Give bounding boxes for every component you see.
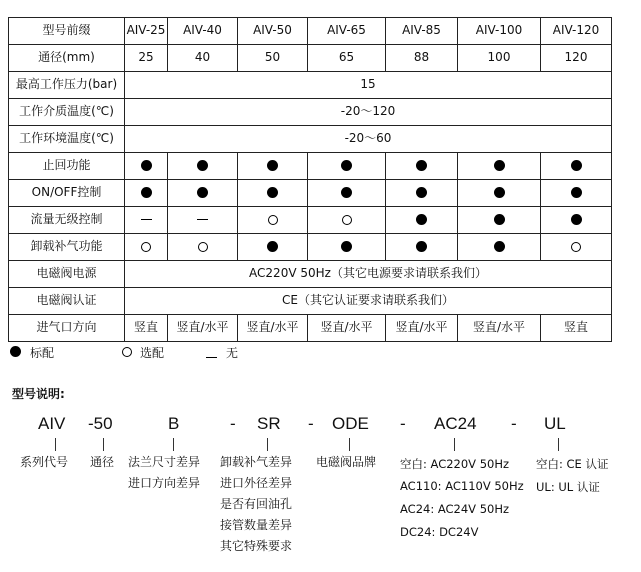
ac-option-key: DC24: (400, 525, 436, 539)
pointer-tick (349, 438, 350, 451)
standard-dot-icon (197, 160, 208, 171)
standard-dot-icon (416, 160, 427, 171)
ac-option-value: DC24V (439, 525, 479, 539)
pointer-tick (558, 438, 559, 451)
code-ode: ODE (332, 414, 369, 433)
symbol-cell (386, 234, 458, 261)
table-cell: 65 (308, 45, 386, 72)
header-cell: AIV-25 (125, 18, 168, 45)
desc-diameter: 通径 (90, 455, 115, 469)
header-cell: AIV-65 (308, 18, 386, 45)
standard-dot-icon (416, 214, 427, 225)
table-cell: 竖直/水平 (458, 315, 541, 342)
symbol-cell (238, 180, 308, 207)
symbol-cell (541, 207, 612, 234)
standard-dot-icon (267, 241, 278, 252)
table-cell: 竖直/水平 (308, 315, 386, 342)
standard-dot-icon (571, 187, 582, 198)
table-cell: 88 (386, 45, 458, 72)
optional-circle-icon (268, 215, 278, 225)
standard-dot-icon (494, 241, 505, 252)
ac-option-value: AC110V 50Hz (445, 479, 524, 493)
symbol-cell (386, 207, 458, 234)
table-row (9, 234, 612, 261)
standard-dot-icon (571, 214, 582, 225)
desc-sr-line: 卸载补气差异 (220, 455, 293, 469)
header-cell: 型号前缀 (9, 18, 125, 45)
symbol-cell (386, 180, 458, 207)
row-label: 电磁阀电源 (9, 261, 125, 288)
ul-option-key: 空白: (536, 457, 563, 471)
table-cell: 15 (125, 72, 612, 99)
table-row (9, 288, 612, 315)
ac-option-value: AC220V 50Hz (430, 457, 510, 471)
symbol-cell (168, 207, 238, 234)
table-cell: AC220V 50Hz（其它电源要求请联系我们） (125, 261, 612, 288)
table-cell: 竖直/水平 (168, 315, 238, 342)
standard-dot-icon (341, 241, 352, 252)
standard-dot-icon (10, 346, 21, 357)
pointer-tick (55, 438, 56, 451)
header-cell: AIV-120 (541, 18, 612, 45)
optional-circle-icon (342, 215, 352, 225)
table-cell: 竖直 (125, 315, 168, 342)
symbol-cell (541, 180, 612, 207)
standard-dot-icon (494, 187, 505, 198)
table-cell: -20～60 (125, 126, 612, 153)
ul-option (536, 479, 600, 495)
table-cell: 竖直/水平 (238, 315, 308, 342)
row-label: 流量无级控制 (9, 207, 125, 234)
desc-b-line: 法兰尺寸差异 (128, 455, 201, 469)
row-label: 止回功能 (9, 153, 125, 180)
legend-standard-label: 标配 (30, 346, 55, 360)
ac-option-value: AC24V 50Hz (437, 502, 510, 516)
symbol-cell (238, 153, 308, 180)
pointer-tick (103, 438, 104, 451)
desc-sr-line: 其它特殊要求 (220, 539, 293, 553)
standard-dot-icon (494, 160, 505, 171)
table-row (9, 45, 612, 72)
code-separator: - (400, 414, 406, 433)
table-row (9, 180, 612, 207)
table-cell: 100 (458, 45, 541, 72)
optional-circle-icon (571, 242, 581, 252)
legend-optional-label: 选配 (140, 346, 165, 360)
table-row (9, 153, 612, 180)
symbol-cell (238, 207, 308, 234)
table-cell: -20～120 (125, 99, 612, 126)
code-b: B (168, 414, 180, 433)
symbol-cell (308, 153, 386, 180)
standard-dot-icon (341, 187, 352, 198)
standard-dot-icon (267, 187, 278, 198)
symbol-cell (125, 207, 168, 234)
none-dash-icon (206, 357, 217, 358)
row-label: 电磁阀认证 (9, 288, 125, 315)
code-separator: - (308, 414, 314, 433)
ac-option (400, 456, 509, 472)
table-row (9, 99, 612, 126)
optional-circle-icon (198, 242, 208, 252)
standard-dot-icon (141, 187, 152, 198)
row-label: 卸载补气功能 (9, 234, 125, 261)
table-cell: 40 (168, 45, 238, 72)
code-diameter: -50 (88, 414, 113, 433)
pointer-tick (173, 438, 174, 451)
table-cell: 50 (238, 45, 308, 72)
model-section-title: 型号说明: (12, 387, 65, 401)
code-series: AIV (38, 414, 66, 433)
table-cell: CE（其它认证要求请联系我们） (125, 288, 612, 315)
symbol-cell (386, 153, 458, 180)
standard-dot-icon (341, 160, 352, 171)
symbol-cell (458, 180, 541, 207)
symbol-cell (168, 180, 238, 207)
row-label: ON/OFF控制 (9, 180, 125, 207)
none-dash-icon (141, 219, 152, 220)
desc-b-line: 进口方向差异 (128, 476, 201, 490)
ul-option-value: UL 认证 (558, 480, 600, 494)
symbol-cell (168, 234, 238, 261)
symbol-cell (308, 180, 386, 207)
symbol-cell (541, 234, 612, 261)
symbol-cell (125, 234, 168, 261)
ac-option (400, 525, 478, 539)
row-label: 最高工作压力(bar) (9, 72, 125, 99)
symbol-cell (541, 153, 612, 180)
row-label: 通径(mm) (9, 45, 125, 72)
standard-dot-icon (141, 160, 152, 171)
code-ac: AC24 (434, 414, 477, 433)
table-row (9, 207, 612, 234)
row-label: 工作环境温度(℃) (9, 126, 125, 153)
none-dash-icon (197, 219, 208, 220)
code-separator: - (230, 414, 236, 433)
symbol-cell (458, 234, 541, 261)
symbol-cell (168, 153, 238, 180)
header-cell: AIV-50 (238, 18, 308, 45)
symbol-cell (308, 234, 386, 261)
pointer-tick (454, 438, 455, 451)
ac-option-key: 空白: (400, 457, 427, 471)
table-cell: 竖直/水平 (386, 315, 458, 342)
row-label: 工作介质温度(℃) (9, 99, 125, 126)
symbol-cell (238, 234, 308, 261)
optional-circle-icon (141, 242, 151, 252)
code-separator: - (511, 414, 517, 433)
desc-sr-line: 接管数量差异 (220, 518, 293, 532)
symbol-cell (308, 207, 386, 234)
table-header-row (9, 18, 612, 45)
ac-option-key: AC110: (400, 479, 442, 493)
desc-ode: 电磁阀品牌 (316, 455, 377, 469)
table-row (9, 72, 612, 99)
optional-circle-icon (122, 347, 132, 357)
ul-option (536, 456, 608, 472)
table-row (9, 126, 612, 153)
symbol-cell (125, 180, 168, 207)
ac-option (400, 502, 509, 516)
desc-sr-line: 是否有回油孔 (220, 497, 293, 511)
header-cell: AIV-100 (458, 18, 541, 45)
symbol-cell (458, 207, 541, 234)
code-sr: SR (257, 414, 281, 433)
table-row (9, 315, 612, 342)
ac-option (400, 479, 524, 493)
standard-dot-icon (416, 187, 427, 198)
desc-series: 系列代号 (20, 455, 69, 469)
ul-option-value: CE 认证 (566, 457, 609, 471)
legend-none-label: 无 (226, 346, 239, 360)
ac-option-key: AC24: (400, 502, 435, 516)
pointer-tick (267, 438, 268, 451)
ul-option-key: UL: (536, 480, 555, 494)
standard-dot-icon (267, 160, 278, 171)
header-cell: AIV-85 (386, 18, 458, 45)
table-cell: 25 (125, 45, 168, 72)
table-row (9, 261, 612, 288)
desc-sr-line: 进口外径差异 (220, 476, 293, 490)
standard-dot-icon (494, 214, 505, 225)
table-cell: 竖直 (541, 315, 612, 342)
symbol-cell (458, 153, 541, 180)
standard-dot-icon (416, 241, 427, 252)
row-label: 进气口方向 (9, 315, 125, 342)
header-cell: AIV-40 (168, 18, 238, 45)
standard-dot-icon (197, 187, 208, 198)
standard-dot-icon (571, 160, 582, 171)
code-ul: UL (544, 414, 566, 433)
table-cell: 120 (541, 45, 612, 72)
spec-table (8, 17, 612, 342)
symbol-cell (125, 153, 168, 180)
